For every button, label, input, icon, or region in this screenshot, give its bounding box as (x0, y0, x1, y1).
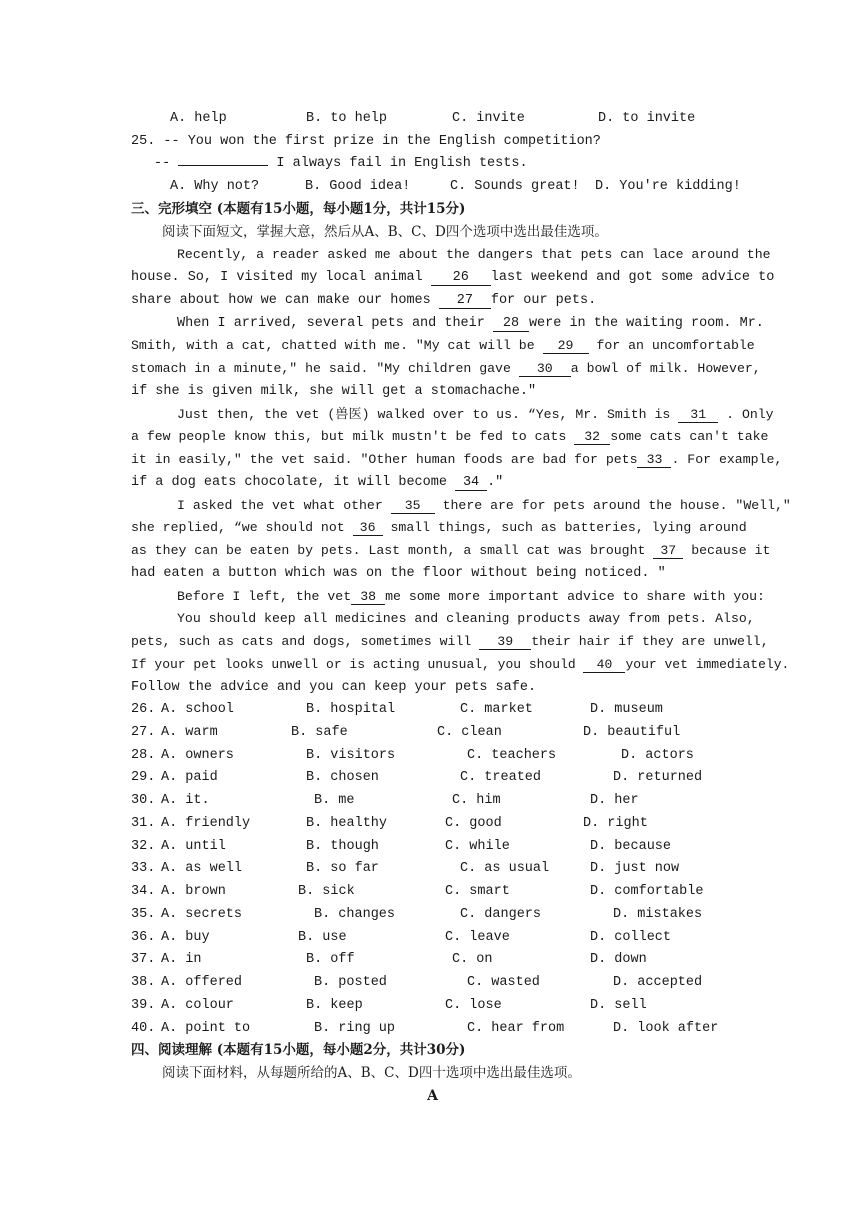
option-a: A. as well (161, 861, 243, 877)
option-d: D. beautiful (583, 724, 681, 740)
option-d: D. because (590, 838, 672, 854)
blank-34: 34 (455, 475, 487, 491)
q25-option-c: C. Sounds great! (450, 179, 580, 194)
option-a: A. paid (161, 770, 218, 786)
option-b: B. off (306, 952, 355, 968)
option-a: A. offered (161, 975, 243, 990)
option-b: B. visitors (306, 747, 396, 763)
blank-37: 37 (653, 543, 683, 559)
passage-line: if a dog eats chocolate, it will become 34 ." (131, 475, 504, 490)
option-c: C. treated (460, 770, 542, 786)
passage-line: If your pet looks unwell or is acting unusual, you should 40 your vet immediately. (131, 657, 790, 672)
passage-line: stomach in a minute," he said. "My children gave 30 a bowl of milk. However, (131, 361, 761, 376)
blank-27: 27 (439, 293, 491, 309)
option-c: C. smart (445, 884, 510, 899)
option-c: C. as usual (460, 861, 550, 877)
option-d: D. comfortable (590, 884, 704, 899)
question-number: 37. (131, 952, 156, 968)
passage-line: pets, such as cats and dogs, sometimes will 39 their hair if they are unwell, (131, 634, 769, 649)
option-d: D. actors (621, 747, 694, 763)
option-c: C. market (460, 702, 533, 717)
option-d: D. mistakes (613, 906, 703, 922)
option-a: A. colour (161, 997, 234, 1013)
option-b: B. posted (314, 975, 387, 990)
option-c: C. hear from (467, 1020, 565, 1036)
question-number: 35. (131, 906, 156, 922)
passage-line: Recently, a reader asked me about the dangers that pets can lace around the (177, 247, 771, 262)
question-number: 33. (131, 861, 156, 877)
option-d: D. look after (613, 1020, 719, 1036)
option-d: D. sell (590, 997, 647, 1013)
passage-line: Smith, with a cat, chatted with me. "My cat will be 29 for an uncomfortable (131, 338, 755, 353)
option-a: A. secrets (161, 906, 243, 922)
passage-line: house. So, I visited my local animal 26 last weekend and got some advice to (131, 270, 775, 285)
section3-instruction: 阅读下面短文，掌握大意，然后从A、B、C、D四个选项中选出最佳选项。 (162, 224, 608, 240)
question-number: 34. (131, 884, 156, 899)
question-number: 31. (131, 815, 156, 831)
option-b: B. hospital (306, 702, 396, 717)
option-a: A. until (161, 838, 226, 854)
option-b: B. use (298, 929, 347, 945)
option-a: A. buy (161, 929, 210, 945)
question-number: 30. (131, 793, 156, 808)
option-c: C. lose (445, 997, 502, 1013)
blank-40: 40 (583, 657, 625, 673)
question-number: 29. (131, 770, 156, 786)
blank-38: 38 (351, 589, 385, 605)
question-number: 36. (131, 929, 156, 945)
section4-heading: 四、阅读理解 (本题有15小题，每小题2分，共计30分) (131, 1042, 466, 1058)
blank-28: 28 (493, 316, 529, 332)
blank-39: 39 (479, 634, 531, 650)
section3-heading: 三、完形填空 (本题有15小题，每小题1分，共计15分) (131, 201, 466, 217)
question-number: 27. (131, 724, 156, 740)
option-a: A. school (161, 702, 234, 717)
option-c: C. on (452, 952, 493, 968)
q24-option-b: B. to help (306, 111, 388, 126)
blank-35: 35 (391, 498, 435, 514)
option-c: C. good (445, 815, 502, 831)
option-b: B. chosen (306, 770, 379, 786)
passage-line: had eaten a button which was on the floor without being noticed. " (131, 566, 666, 581)
q24-option-c: C. invite (452, 111, 525, 126)
option-b: B. changes (314, 906, 396, 922)
option-a: A. point to (161, 1020, 251, 1036)
q25-reply-blank (178, 165, 268, 166)
question-number: 39. (131, 997, 156, 1013)
option-d: D. collect (590, 929, 672, 945)
q25-stem: 25. -- You won the first prize in the English competition? (131, 134, 601, 149)
option-d: D. just now (590, 861, 680, 877)
passage-line: she replied, “we should not 36 small things, such as batteries, lying around (131, 520, 747, 535)
passage-line: Just then, the vet (兽医) walked over to us. “Yes, Mr. Smith is 31 . Only (177, 407, 774, 422)
option-b: B. healthy (306, 815, 388, 831)
option-b: B. me (314, 793, 355, 808)
blank-29: 29 (543, 338, 589, 354)
section4-instruction: 阅读下面材料，从每题所给的A、B、C、D四十选项中选出最佳选项。 (162, 1065, 581, 1081)
option-a: A. warm (161, 724, 218, 740)
passage-line: When I arrived, several pets and their 28 were in the waiting room. Mr. (177, 316, 764, 331)
part-label: A (427, 1088, 438, 1104)
option-c: C. teachers (467, 747, 557, 763)
q25-option-b: B. Good idea! (305, 179, 411, 194)
q25-reply-prefix: -- (154, 156, 171, 171)
passage-line: share about how we can make our homes 27 for our pets. (131, 293, 597, 308)
option-c: C. clean (437, 724, 502, 740)
option-d: D. museum (590, 702, 663, 717)
q25-reply (154, 155, 528, 172)
option-a: A. in (161, 952, 202, 968)
option-d: D. returned (613, 770, 703, 786)
option-a: A. it. (161, 793, 210, 808)
blank-32: 32 (574, 429, 610, 445)
blank-33: 33 (637, 452, 671, 468)
option-b: B. though (306, 838, 379, 854)
question-number: 38. (131, 975, 156, 990)
option-b: B. ring up (314, 1020, 396, 1036)
q25-option-a: A. Why not? (170, 179, 260, 194)
question-number: 32. (131, 838, 156, 854)
option-a: A. friendly (161, 815, 251, 831)
blank-31: 31 (678, 407, 718, 423)
question-number: 40. (131, 1020, 156, 1036)
option-d: D. down (590, 952, 647, 968)
option-b: B. so far (306, 861, 379, 877)
option-c: C. him (452, 793, 501, 808)
option-c: C. dangers (460, 906, 542, 922)
option-b: B. keep (306, 997, 363, 1013)
blank-30: 30 (519, 361, 571, 377)
option-b: B. sick (298, 884, 355, 899)
question-number: 28. (131, 747, 156, 763)
option-d: D. right (583, 815, 648, 831)
passage-line: Follow the advice and you can keep your pets safe. (131, 680, 537, 695)
option-c: C. while (445, 838, 510, 854)
question-number: 26. (131, 702, 156, 717)
passage-line: as they can be eaten by pets. Last month, a small cat was brought 37 because it (131, 543, 771, 558)
option-a: A. owners (161, 747, 234, 763)
q25-reply-text: I always fail in English tests. (276, 156, 528, 171)
option-c: C. leave (445, 929, 510, 945)
q24-option-d: D. to invite (598, 111, 696, 126)
blank-36: 36 (353, 520, 383, 536)
option-d: D. her (590, 793, 639, 808)
passage-line: You should keep all medicines and cleaning products away from pets. Also, (177, 611, 755, 626)
passage-line: Before I left, the vet 38 me some more important advice to share with you: (177, 589, 765, 604)
q25-option-d: D. You're kidding! (595, 179, 741, 194)
passage-line: I asked the vet what other 35 there are for pets around the house. "Well," (177, 498, 791, 513)
option-b: B. safe (291, 724, 348, 740)
passage-line: a few people know this, but milk mustn't be fed to cats 32 some cats can't take (131, 429, 769, 444)
blank-26: 26 (431, 270, 491, 286)
q24-option-a: A. help (170, 111, 227, 126)
passage-line: it in easily," the vet said. "Other human foods are bad for pets 33 . For example, (131, 452, 783, 467)
option-a: A. brown (161, 884, 226, 899)
passage-line: if she is given milk, she will get a stomachache." (131, 384, 537, 399)
option-c: C. wasted (467, 975, 540, 990)
option-d: D. accepted (613, 975, 703, 990)
